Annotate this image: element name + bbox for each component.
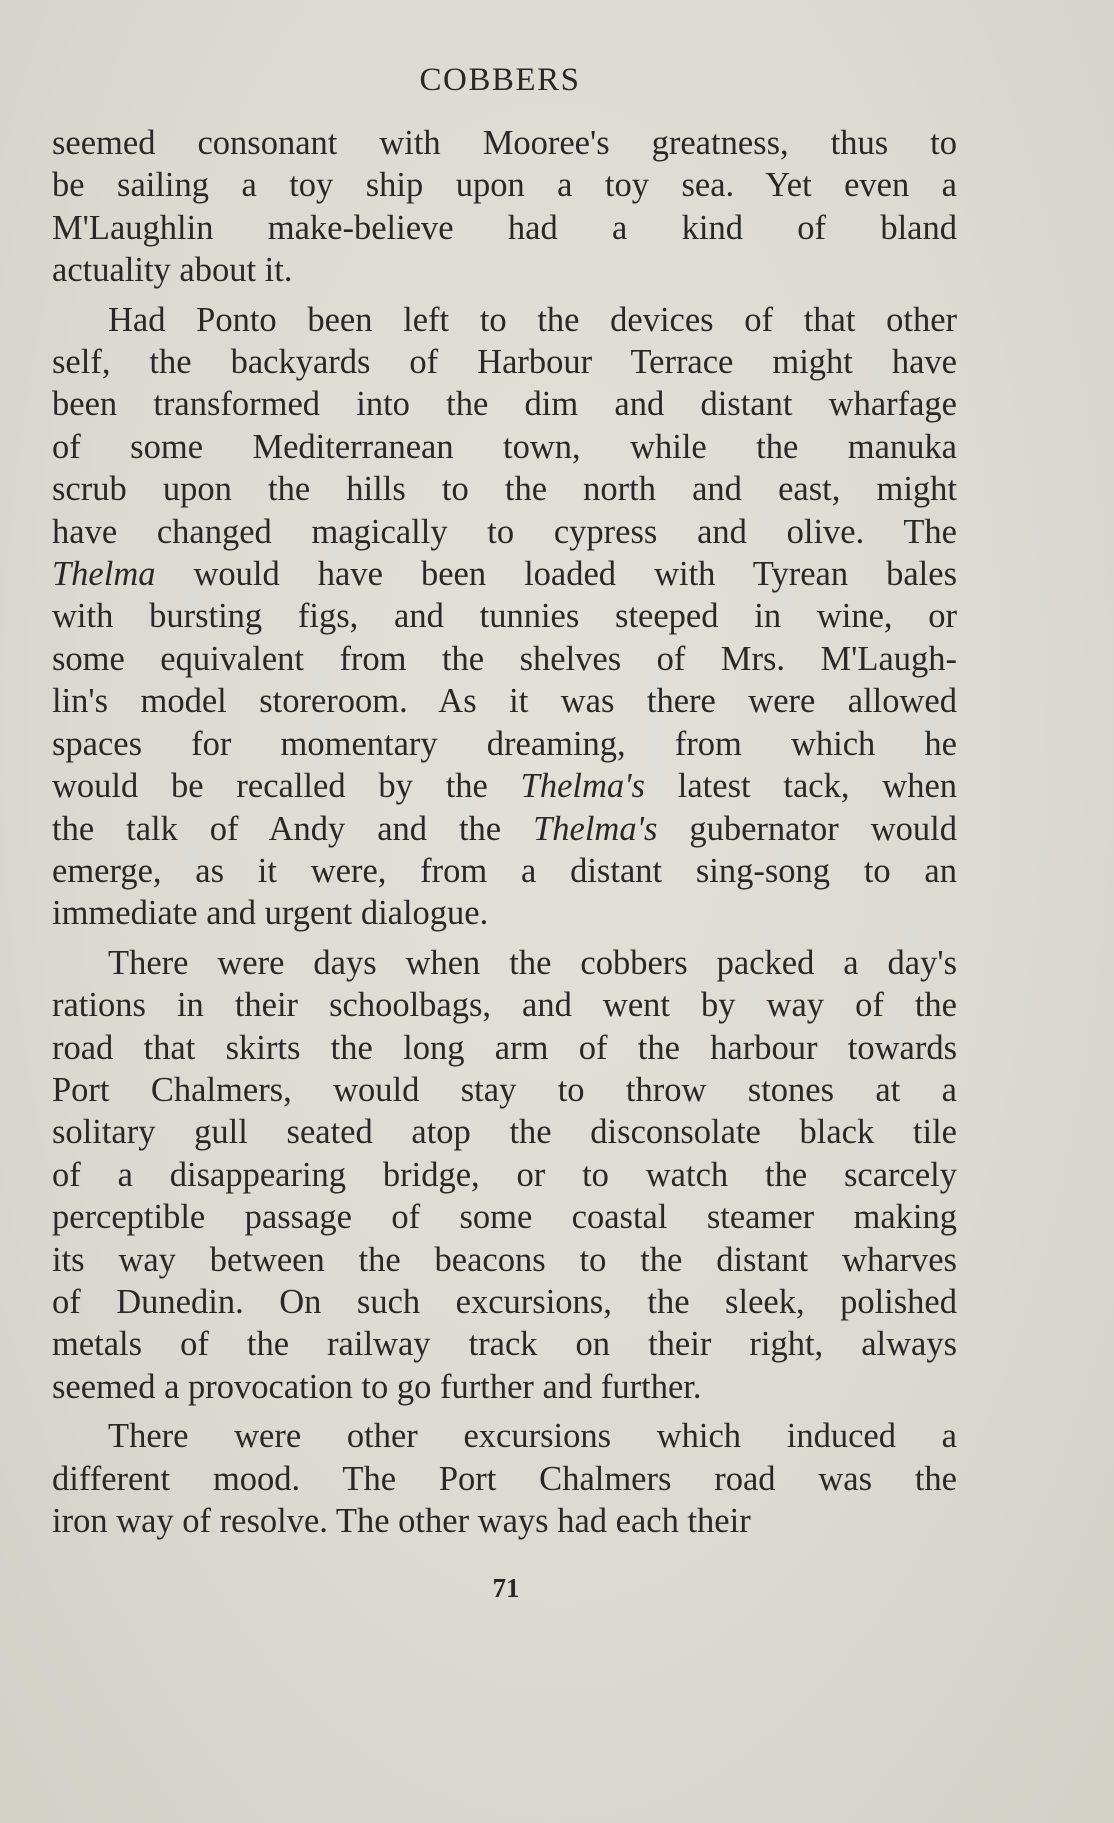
text-line: M'Laughlin make-believe had a kind of bland	[52, 208, 957, 247]
text-line: been transformed into the dim and distant wharfage	[52, 385, 957, 424]
text-line: immediate and urgent dialogue.	[52, 894, 489, 933]
text-line: of Dunedin. On such excursions, the sleek, polished	[52, 1282, 957, 1321]
text-line: seemed consonant with Mooree's greatness, thus to	[52, 124, 957, 162]
text-line: of some Mediterranean town, while the manuka	[52, 427, 957, 466]
paragraph	[52, 299, 957, 935]
text-line: metals of the railway track on their right, always	[52, 1325, 957, 1364]
text-line: Port Chalmers, would stay to throw stones at a	[52, 1070, 957, 1109]
paragraph	[52, 1415, 957, 1542]
running-head: COBBERS	[419, 62, 581, 98]
text-line: self, the backyards of Harbour Terrace might have	[52, 343, 957, 382]
text-line: rations in their schoolbags, and went by way of the	[52, 986, 957, 1025]
text-line: with bursting figs, and tunnies steeped in wine, or	[52, 597, 957, 636]
text-line: actuality about it.	[52, 251, 293, 290]
text-line: the talk of Andy and the Thelma's gubernator would	[52, 809, 957, 848]
text-line: Thelma would have been loaded with Tyrean bales	[52, 555, 957, 594]
text-line: its way between the beacons to the distant wharves	[52, 1240, 957, 1279]
text-line: would be recalled by the Thelma's latest tack, when	[52, 767, 958, 806]
text-line: There were days when the cobbers packed a day's	[108, 943, 957, 982]
text-line: different mood. The Port Chalmers road was the	[52, 1459, 957, 1498]
body-text	[52, 122, 957, 1542]
text-line: be sailing a toy ship upon a toy sea. Yet even a	[52, 166, 957, 205]
text-line: some equivalent from the shelves of Mrs. M'Laugh-	[52, 639, 957, 678]
paragraph	[52, 942, 957, 1408]
text-line: lin's model storeroom. As it was there were allowed	[52, 682, 957, 721]
text-line: perceptible passage of some coastal steamer making	[52, 1198, 957, 1237]
text-line: scrub upon the hills to the north and east, might	[52, 470, 957, 509]
page-number: 71	[492, 1573, 520, 1603]
paragraph	[52, 122, 957, 292]
text-line: of a disappearing bridge, or to watch the scarcely	[52, 1155, 957, 1194]
text-line: road that skirts the long arm of the harbour towards	[52, 1028, 957, 1067]
text-line: seemed a provocation to go further and further.	[52, 1367, 702, 1406]
text-line: have changed magically to cypress and olive. The	[52, 512, 957, 551]
text-line: iron way of resolve. The other ways had each their	[52, 1502, 751, 1540]
text-line: Had Ponto been left to the devices of that other	[108, 300, 957, 339]
text-line: There were other excursions which induced a	[108, 1417, 957, 1456]
text-line: emerge, as it were, from a distant sing-song to an	[52, 851, 957, 890]
text-line: solitary gull seated atop the disconsolate black tile	[52, 1113, 957, 1152]
text-line: spaces for momentary dreaming, from which he	[52, 724, 957, 763]
